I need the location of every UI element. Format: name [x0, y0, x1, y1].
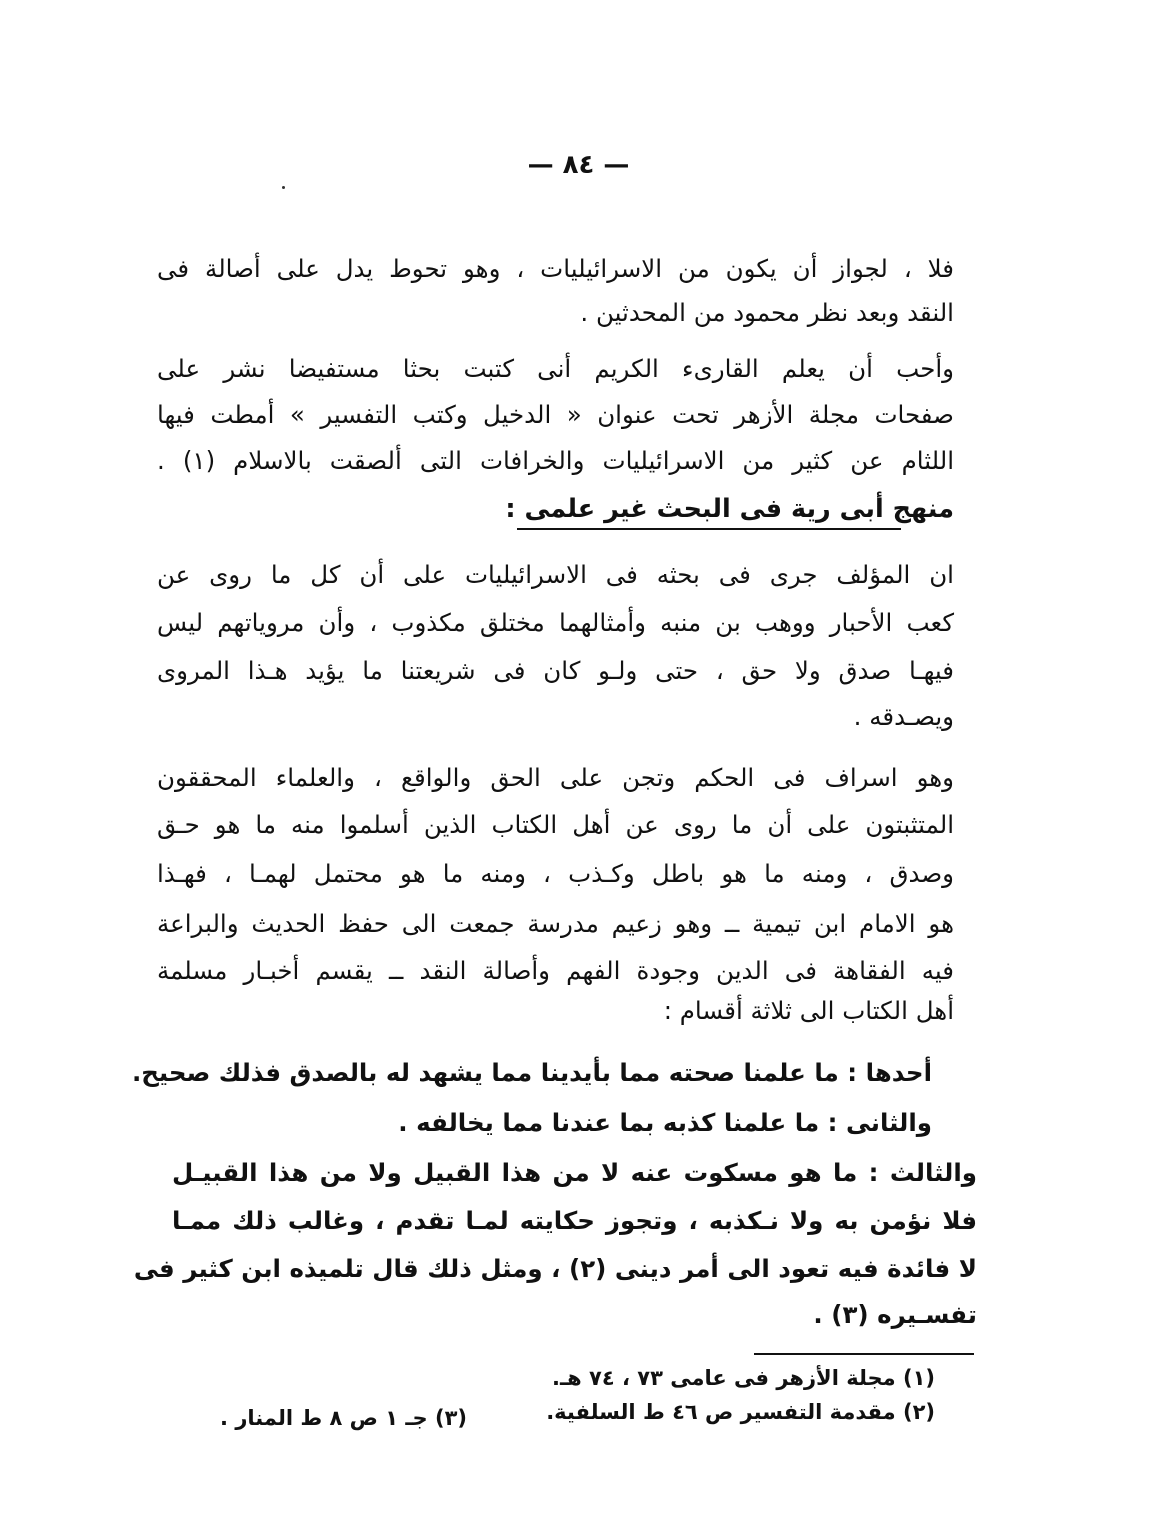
- footnote-separator: [754, 1353, 974, 1355]
- paragraph4-line-6: أهل الكتاب الى ثلاثة أقسام :: [663, 996, 954, 1025]
- page-number: — ٨٤ —: [527, 150, 630, 180]
- paragraph1-line-2: النقد وبعد نظر محمود من المحدثين .: [580, 298, 954, 327]
- paragraph4-line-5: فيه الفقاهة فى الدين وجودة الفهم وأصالة النقد ــ يقسم أخبـار مسلمة: [157, 956, 954, 985]
- paragraph5-line-4: تفسـيره (٣) .: [813, 1300, 977, 1329]
- footnote-1: (١) مجلة الأزهر فى عامى ٧٣ ، ٧٤ هـ.: [552, 1366, 935, 1390]
- paragraph5-line-2: فلا نؤمن به ولا نـكذبه ، وتجوز حكايته لمـا تقدم ، وغالب ذلك ممـا: [172, 1206, 977, 1235]
- category-second: والثانى : ما علمنا كذبه بما عندنا مما يخالفه .: [398, 1108, 932, 1137]
- paragraph2-line-3: اللثام عن كثير من الاسرائيليات والخرافات التى ألصقت بالاسلام (١) .: [157, 446, 954, 475]
- paragraph4-line-1: وهو اسراف فى الحكم وتجن على الحق والواقع ، والعلماء المحققون: [157, 763, 954, 792]
- paragraph4-line-2: المتثبتون على أن ما روى عن أهل الكتاب الذين أسلموا منه ما هو حـق: [157, 810, 954, 839]
- paragraph3-line-3: فيهـا صدق ولا حق ، حتى ولـو كان فى شريعتنا ما يؤيد هـذا المروى: [157, 656, 954, 685]
- heading-underline: [517, 528, 901, 530]
- paragraph3-line-1: ان المؤلف جرى فى بحثه فى الاسرائيليات على أن كل ما روى عن: [157, 560, 954, 589]
- category-first: أحدها : ما علمنا صحته مما بأيدينا مما يشهد له بالصدق فذلك صحيح.: [131, 1058, 932, 1087]
- paragraph4-line-4: هو الامام ابن تيمية ــ وهو زعيم مدرسة جمعت الى حفظ الحديث والبراعة: [157, 909, 954, 938]
- paragraph3-line-4: ويصـدقه .: [853, 702, 954, 731]
- footnote-3: (٣) جـ ١ ص ٨ ط المنار .: [220, 1406, 467, 1430]
- paragraph5-line-3: لا فائدة فيه تعود الى أمر دينى (٢) ، ومثل ذلك قال تلميذه ابن كثير فى: [133, 1254, 977, 1283]
- section-heading: منهج أبى رية فى البحث غير علمى :: [505, 494, 954, 524]
- paragraph4-line-3: وصدق ، ومنه ما هو باطل وكـذب ، ومنه ما هو محتمل لهمـا ، فهـذا: [157, 859, 954, 888]
- paragraph3-line-2: كعب الأحبار ووهب بن منبه وأمثالهما مختلق مكذوب ، وأن مروياتهم ليس: [157, 608, 954, 637]
- paragraph2-line-2: صفحات مجلة الأزهر تحت عنوان « الدخيل وكتب التفسير » أمطت فيها: [157, 400, 954, 429]
- speck-mark: [282, 186, 285, 189]
- paragraph1-line-1: فلا ، لجواز أن يكون من الاسرائيليات ، وهو تحوط يدل على أصالة فى: [157, 254, 954, 283]
- footnote-2: (٢) مقدمة التفسير ص ٤٦ ط السلفية.: [546, 1400, 935, 1424]
- paragraph5-line-1: والثالث : ما هو مسكوت عنه لا من هذا القبيل ولا من هذا القبيـل: [172, 1158, 977, 1187]
- paragraph2-line-1: وأحب أن يعلم القارىء الكريم أنى كتبت بحثا مستفيضا نشر على: [157, 354, 954, 383]
